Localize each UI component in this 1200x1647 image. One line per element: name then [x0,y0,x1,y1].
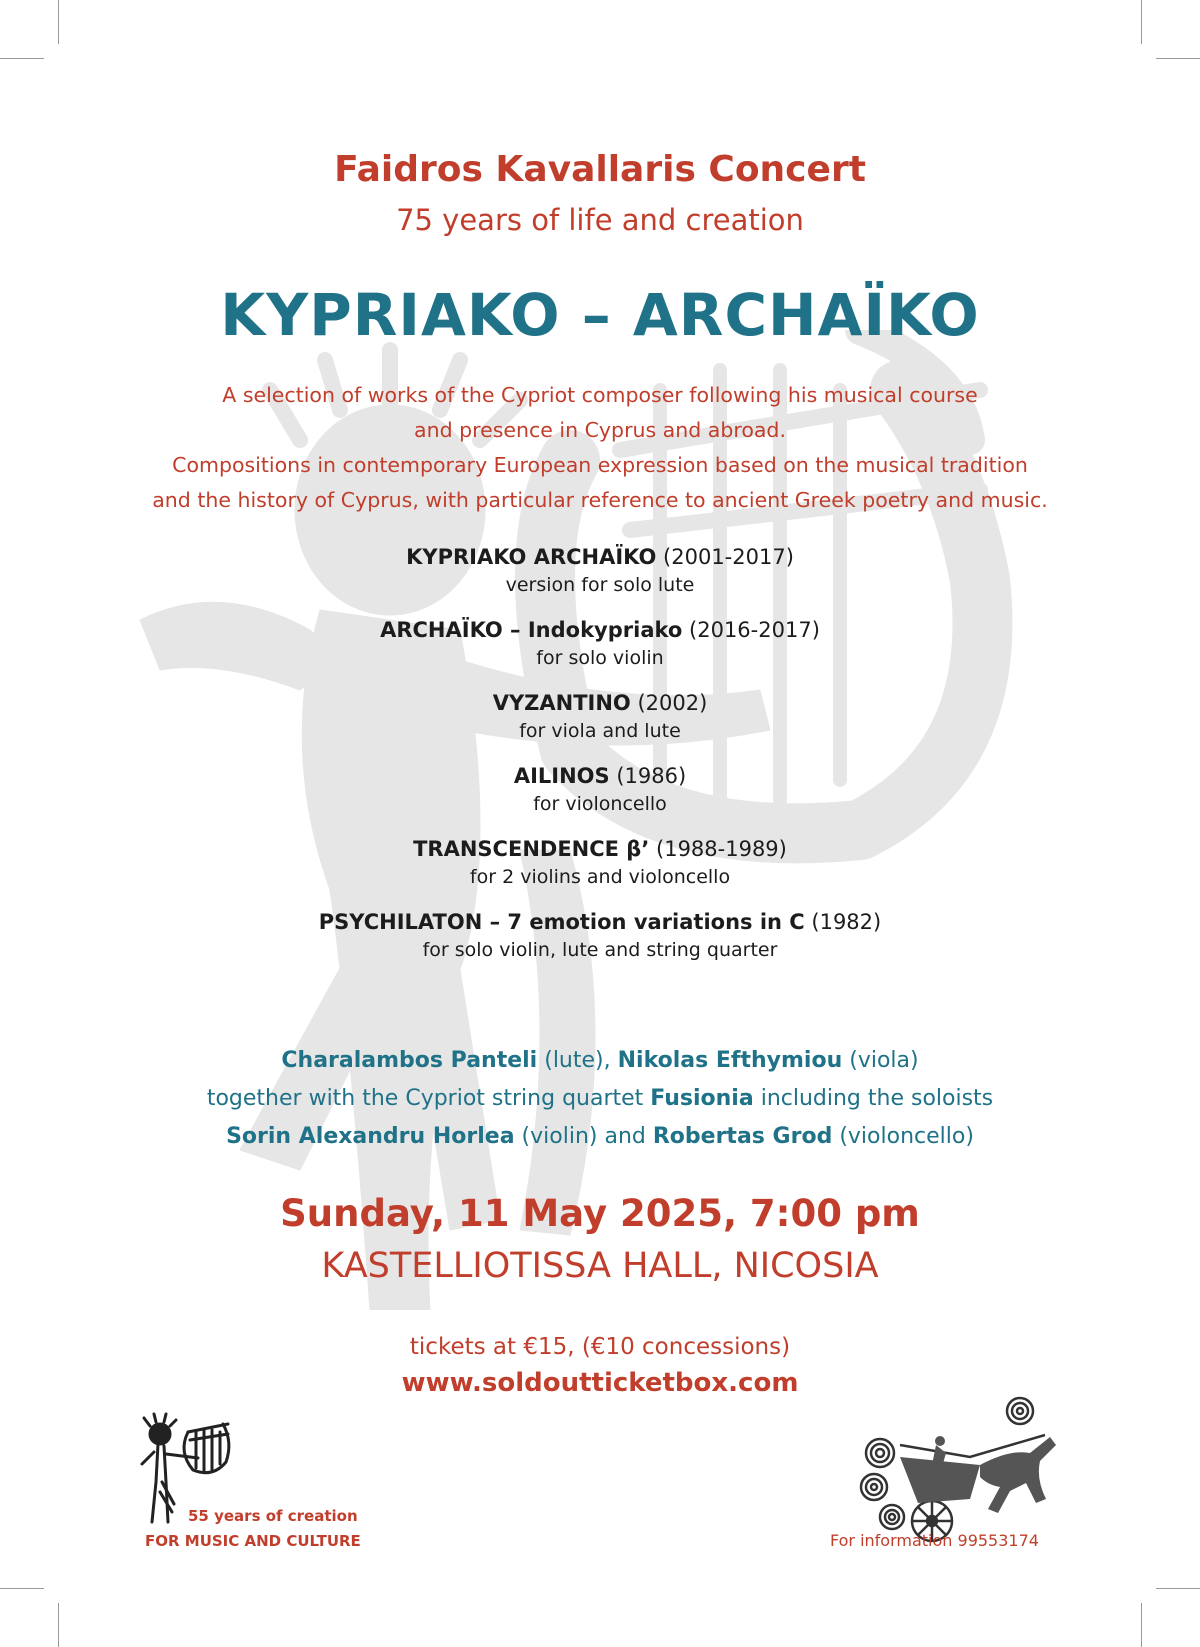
work-years: (2001-2017) [663,545,794,569]
work-instrumentation: for 2 violins and violoncello [469,866,731,888]
description-line: and presence in Cyprus and abroad. [414,418,786,442]
work-item [0,688,1200,761]
work-instrumentation: for violoncello [533,793,667,815]
work-title: TRANSCENDENCE β’ [413,837,650,861]
performers-line [0,1042,1200,1080]
work-title: AILINOS [513,764,610,788]
crop-mark [0,58,44,59]
event-date: Sunday, 11 May 2025, 7:00 pm [280,1192,920,1235]
work-years: (2016-2017) [689,618,820,642]
performer-role: (violoncello) [839,1124,974,1149]
description [0,378,1200,518]
performers-text: including the soloists [760,1086,994,1111]
work-instrumentation: for solo violin, lute and string quarter [422,939,778,961]
subtitle: 75 years of life and creation [396,203,804,237]
performer-name: Nikolas Efthymiou [617,1048,843,1073]
ensemble-name: Fusionia [650,1086,754,1111]
performers-line [0,1118,1200,1156]
work-item [0,542,1200,615]
crop-mark [58,1603,59,1647]
event-venue: KASTELLIOTISSA HALL, NICOSIA [321,1246,879,1286]
ancient-chariot-icon [840,1395,1070,1545]
work-years: (1988-1989) [656,837,787,861]
work-instrumentation: for viola and lute [519,720,681,742]
crop-mark [0,1588,44,1589]
description-line: Compositions in contemporary European expression based on the musical tradition [172,453,1028,477]
performer-role: (violin) and [521,1124,646,1149]
work-instrumentation: for solo violin [536,647,664,669]
crop-mark [1141,0,1142,44]
crop-mark [58,0,59,44]
ticket-price: tickets at €15, (€10 concessions) [409,1334,791,1360]
info-phone: For information 99553174 [830,1531,1039,1550]
performers [0,1042,1200,1156]
work-title: VYZANTINO [492,691,631,715]
work-years: (2002) [637,691,708,715]
crop-mark [1156,1588,1200,1589]
description-line: A selection of works of the Cypriot composer following his musical course [222,383,978,407]
left-caption-tagline: FOR MUSIC AND CULTURE [145,1532,361,1550]
crop-mark [1141,1603,1142,1647]
work-years: (1986) [616,764,687,788]
work-item [0,761,1200,834]
performer-role: (lute), [544,1048,611,1073]
left-caption-years: 55 years of creation [188,1507,358,1525]
works-list [0,542,1200,980]
main-title: KYPRIAKO – ARCHAÏKO [220,281,980,349]
performer-role: (viola) [849,1048,919,1073]
performer-name: Sorin Alexandru Horlea [226,1124,515,1149]
work-years: (1982) [811,910,882,934]
performer-name: Robertas Grod [652,1124,833,1149]
work-item [0,834,1200,907]
work-instrumentation: version for solo lute [505,574,695,596]
work-title: ARCHAÏKO – Indokypriako [380,618,683,642]
performers-text: together with the Cypriot string quartet [206,1086,644,1111]
work-title: KYPRIAKO ARCHAÏKO [406,545,657,569]
ticket-website-link[interactable]: www.soldoutticketbox.com [401,1368,799,1398]
work-title: PSYCHILATON – 7 emotion variations in C [318,910,805,934]
description-line: and the history of Cyprus, with particular reference to ancient Greek poetry and music. [152,488,1048,512]
performers-line [0,1080,1200,1118]
work-item [0,907,1200,980]
work-item [0,615,1200,688]
performer-name: Charalambos Panteli [281,1048,538,1073]
series-title: Faidros Kavallaris Concert [334,149,866,190]
crop-mark [1156,58,1200,59]
